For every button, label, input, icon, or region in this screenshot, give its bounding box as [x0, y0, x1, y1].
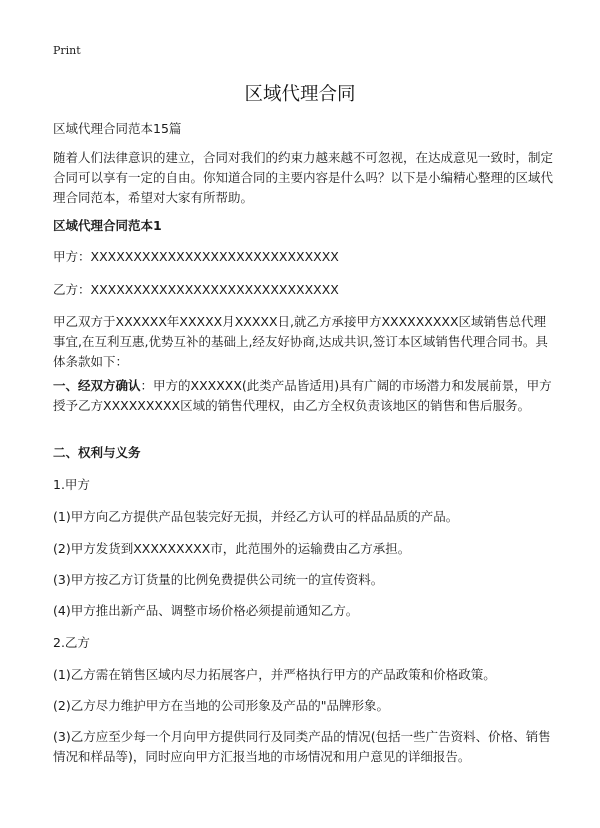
party-b-item: (2)乙方尽力维护甲方在当地的公司形象及产品的"品牌形象。 [53, 698, 389, 713]
party-a-item: (2)甲方发货到XXXXXXXXX市，此范围外的运输费由乙方承担。 [53, 541, 411, 556]
document-title: 区域代理合同 [244, 84, 356, 105]
party-b-item: (1)乙方需在销售区域内尽力拓展客户，并严格执行甲方的产品政策和价格政策。 [53, 667, 496, 682]
document-subtitle: 区域代理合同范本15篇 [53, 121, 182, 136]
party-a-item: (1)甲方向乙方提供产品包装完好无损，并经乙方认可的样品品质的产品。 [53, 509, 459, 524]
party-a-heading: 1.甲方 [53, 477, 90, 492]
clause-1-text: ：甲方的XXXXXX(此类产品皆适用)具有广阔的市场潜力和发展前景，甲方授予乙方XXXXXXXXX区域的销售代理权，由乙方全权负责该地区的销售和售后服务。 [53, 378, 552, 413]
party-a-item: (3)甲方按乙方订货量的比例免费提供公司统一的宣传资料。 [53, 572, 384, 587]
party-a-line: 甲方：XXXXXXXXXXXXXXXXXXXXXXXXXXXXX [53, 249, 339, 264]
preamble-paragraph: 甲乙双方于XXXXXX年XXXXX月XXXXX日,就乙方承接甲方XXXXXXXXX区域销售总代理事宜,在互利互惠,优势互补的基础上,经友好协商,达成共识,签订本区域销售代理合同书。具体条款如下： [53, 314, 548, 369]
party-b-line: 乙方：XXXXXXXXXXXXXXXXXXXXXXXXXXXXX [53, 282, 339, 297]
party-a-item: (4)甲方推出新产品、调整市场价格必须提前通知乙方。 [53, 603, 359, 618]
clause-1-label: 一、经双方确认 [53, 378, 141, 393]
print-label: Print [53, 44, 81, 57]
party-b-heading: 2.乙方 [53, 635, 90, 650]
section-heading: 区域代理合同范本1 [53, 218, 162, 233]
clause-1-paragraph [53, 376, 553, 416]
intro-paragraph: 随着人们法律意识的建立，合同对我们的约束力越来越不可忽视，在达成意见一致时，制定合同可以享有一定的自由。你知道合同的主要内容是什么吗？以下是小编精心整理的区域代理合同范本，希望对大家有所帮助。 [53, 150, 554, 205]
clause-2-heading: 二、权利与义务 [53, 445, 141, 460]
party-b-item: (3)乙方应至少每一个月向甲方提供同行及同类产品的情况(包括一些广告资料、价格、销售情况和样品等)，同时应向甲方汇报当地的市场情况和用户意见的详细报告。 [53, 729, 551, 764]
